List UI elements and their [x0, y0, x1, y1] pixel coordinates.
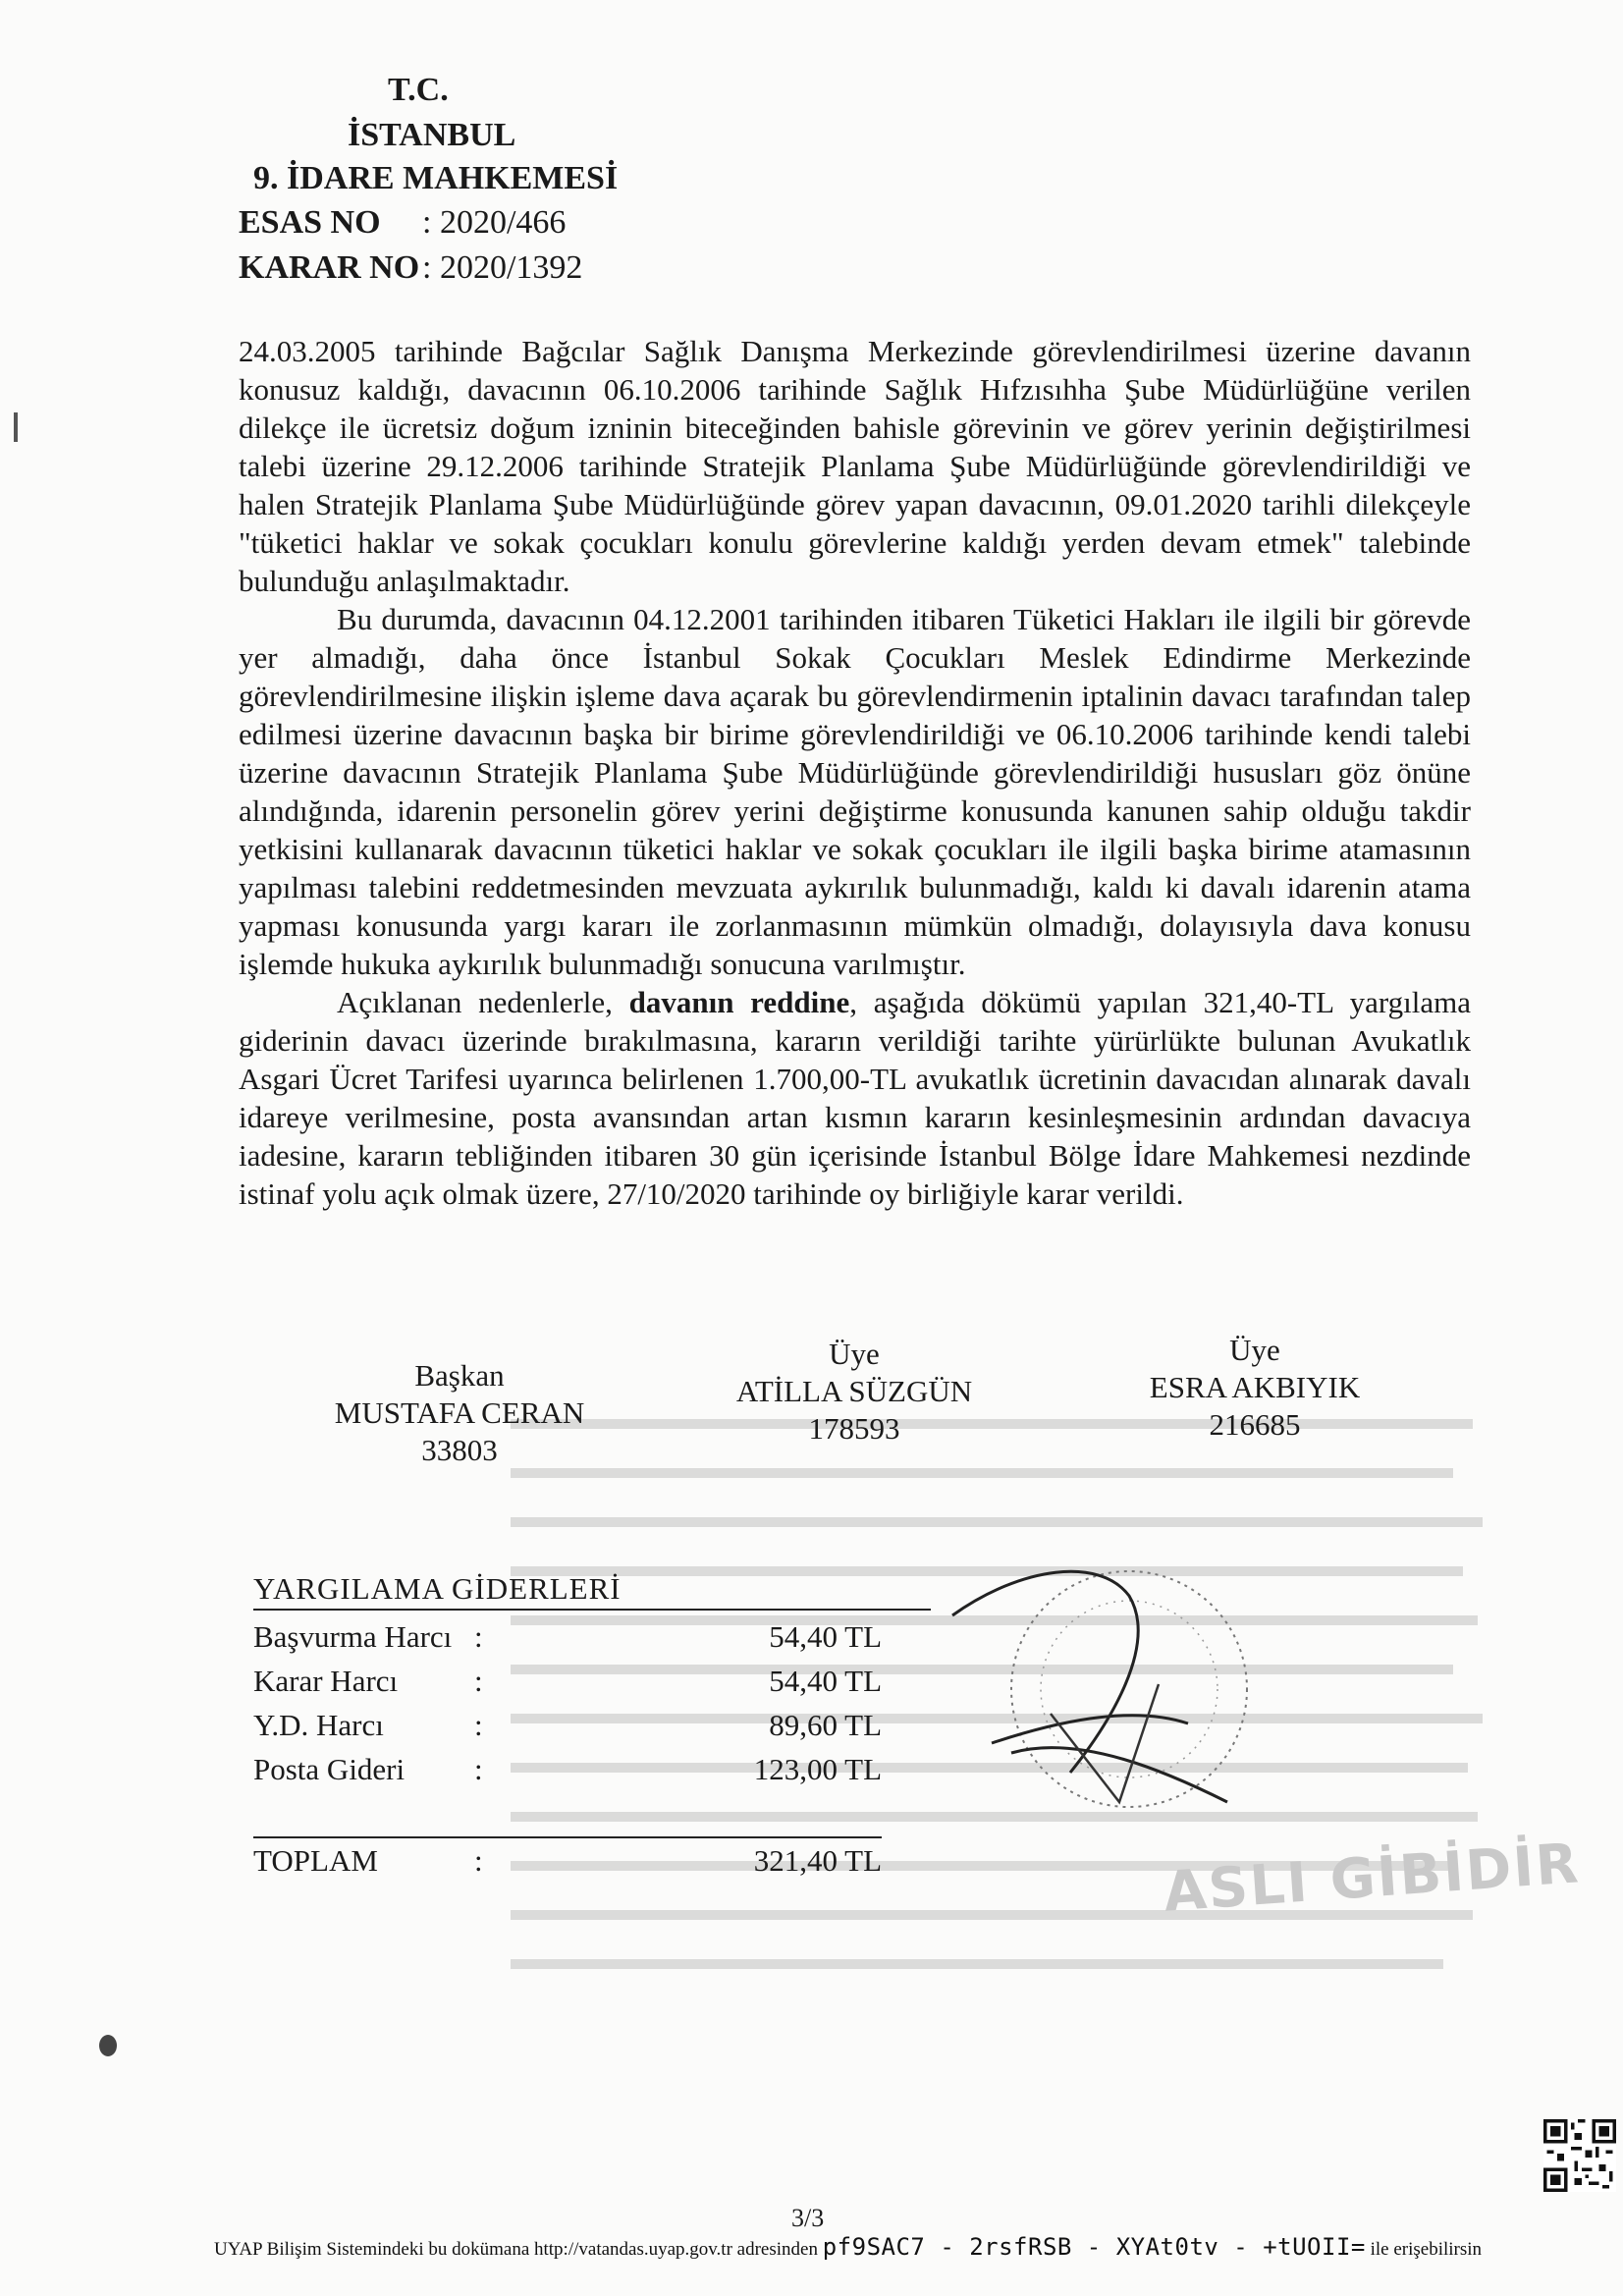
qr-code-icon [1543, 2119, 1616, 2192]
karar-value: : 2020/1392 [422, 249, 583, 286]
signature-block-member-1 [648, 1336, 1060, 1448]
expense-row [253, 1618, 882, 1656]
paragraph-1: 24.03.2005 tarihinde Bağcılar Sağlık Danışma Merkezinde görevlendirilmesi üzerine davanın konusuz kaldığı, davacının 06.10.2006 tarihinde Sağlık Hıfzısıhha Şube Müdürlüğüne verilen dilekçe ile ücretsiz doğum izninin biteceğinden bahisle görevinin ve görev yerinin değiştirilmesi talebi üzerine 29.12.2006 tarihinde Stratejik Planlama Şube Müdürlüğünde görevlendirildiği ve halen Stratejik Planlama Şube Müdürlüğünde görev yapan davacının, 09.01.2020 tarihli dilekçeyle "tüketici haklar ve sokak çocukları konulu görevlerine kaldığı yerden devam etmek" talebinde bulunduğu anlaşılmaktadır. [239, 334, 1471, 598]
expense-row [253, 1707, 882, 1744]
paragraph-3-rest: , aşağıda dökümü yapılan 321,40-TL yargılama giderinin davacı üzerinde bırakılmasına, kararın verildiği tarihte yürürlükte bulunan Avukatlık Asgari Ücret Tarifesi uyarınca belirlenen 1.700,00-TL avukatlık ücretinin davacıdan alınarak davalı idareye verilmesine, posta avansından artan kısmın kararın kesinleşmesinin ardından davacıya iadesine, kararın tebliğinden itibaren 30 gün içerisinde İstanbul Bölge İdare Mahkemesi nezdinde istinaf yolu açık olmak üzere, 27/10/2020 tarihinde oy birliğiyle karar verildi. [239, 985, 1471, 1211]
signature-role: Üye [1229, 1333, 1280, 1367]
signature-number: 178593 [808, 1411, 900, 1446]
expense-amount: 54,40 TL [769, 1664, 882, 1698]
signature-number: 33803 [421, 1433, 498, 1467]
footer-suffix: ile erişebilirsin [1370, 2239, 1483, 2260]
uyap-footer [214, 2233, 1608, 2261]
ink-blot [99, 2035, 117, 2056]
expense-colon: : [474, 1664, 483, 1698]
expenses-title-underline [253, 1609, 931, 1611]
expense-name: Y.D. Harcı [253, 1708, 384, 1742]
expense-colon: : [474, 1708, 483, 1742]
signature-block-member-2 [1049, 1332, 1461, 1444]
expense-total-row [253, 1842, 882, 1880]
verification-code: pf9SAC7 - 2rsfRSB - XYAt0tv - +tUOII= [822, 2233, 1366, 2261]
expense-amount: 54,40 TL [769, 1619, 882, 1654]
paragraph-2: Bu durumda, davacının 04.12.2001 tarihinden itibaren Tüketici Hakları ile ilgili bir görevde yer almadığı, daha önce İstanbul Sokak Çocukları Meslek Edindirme Merkezinde görevlendirilmesine ilişkin işleme dava açarak bu görevlendirmenin iptalinin davacı tarafından talep edilmesi üzerine davacının başka bir birime görevlendirildiği ve 06.10.2006 tarihinde kendi talebi üzerine davacının Stratejik Planlama Şube Müdürlüğünde görevlendirildiği hususları göz önüne alındığında, idarenin personelin görev yerini değiştirme konusunda kanunen sahip olduğu takdir yetkisini kullanarak davacının tüketici haklar ve sokak çocukları ile ilgili başka birime atamasının yapılması talebini reddetmesinden mevzuata aykırılık bulunmadığı, kaldı ki davalı idarenin atama yapması konusunda yargı kararı ile zorlanmasının mümkün olmadığı, dolayısıyla dava konusu işlemde hukuka aykırılık bulunmadığı sonucuna varılmıştır. [239, 602, 1471, 981]
karar-label: KARAR NO [239, 249, 420, 286]
expense-colon: : [474, 1752, 483, 1786]
signature-number: 216685 [1209, 1407, 1301, 1442]
paragraph-3-start: Açıklanan nedenlerle, [337, 985, 629, 1019]
signature-block-president [253, 1357, 666, 1469]
signature-role: Üye [829, 1337, 880, 1371]
expense-name: Başvurma Harcı [253, 1619, 453, 1654]
court-seal-with-signature [933, 1557, 1286, 1822]
expense-amount: 123,00 TL [753, 1752, 882, 1786]
esas-label: ESAS NO [239, 204, 381, 241]
scan-edge-mark [14, 412, 18, 442]
total-colon: : [474, 1843, 483, 1878]
paragraph-3 [239, 983, 1471, 1213]
expense-name: Karar Harcı [253, 1664, 399, 1698]
page-number: 3/3 [791, 2204, 825, 2232]
esas-value: : 2020/466 [422, 204, 567, 241]
signature-name: ATİLLA SÜZGÜN [735, 1374, 973, 1408]
total-amount: 321,40 TL [753, 1843, 882, 1878]
expenses-title: YARGILAMA GİDERLERİ [253, 1571, 622, 1606]
decision-body [239, 332, 1471, 1213]
header-city: İSTANBUL [348, 117, 516, 153]
paragraph-3-bold: davanın reddine [628, 985, 850, 1019]
expense-row [253, 1751, 882, 1788]
court-name: 9. İDARE MAHKEMESİ [253, 160, 619, 196]
total-label: TOPLAM [253, 1843, 378, 1878]
total-separator [253, 1836, 882, 1838]
header-tc: T.C. [388, 72, 449, 108]
expense-row [253, 1663, 882, 1700]
signature-name: ESRA AKBIYIK [1149, 1370, 1361, 1404]
expense-colon: : [474, 1619, 483, 1654]
expense-amount: 89,60 TL [769, 1708, 882, 1742]
footer-prefix: UYAP Bilişim Sistemindeki bu dokümana http://vatandas.uyap.gov.tr adresinden [214, 2239, 818, 2260]
expense-name: Posta Gideri [253, 1752, 406, 1786]
signature-role: Başkan [414, 1358, 505, 1393]
karar-row [239, 249, 582, 287]
asli-gibidir-stamp: ASLI GİBİDİR [1162, 1831, 1583, 1925]
esas-row [239, 204, 566, 242]
signature-name: MUSTAFA CERAN [334, 1395, 585, 1430]
